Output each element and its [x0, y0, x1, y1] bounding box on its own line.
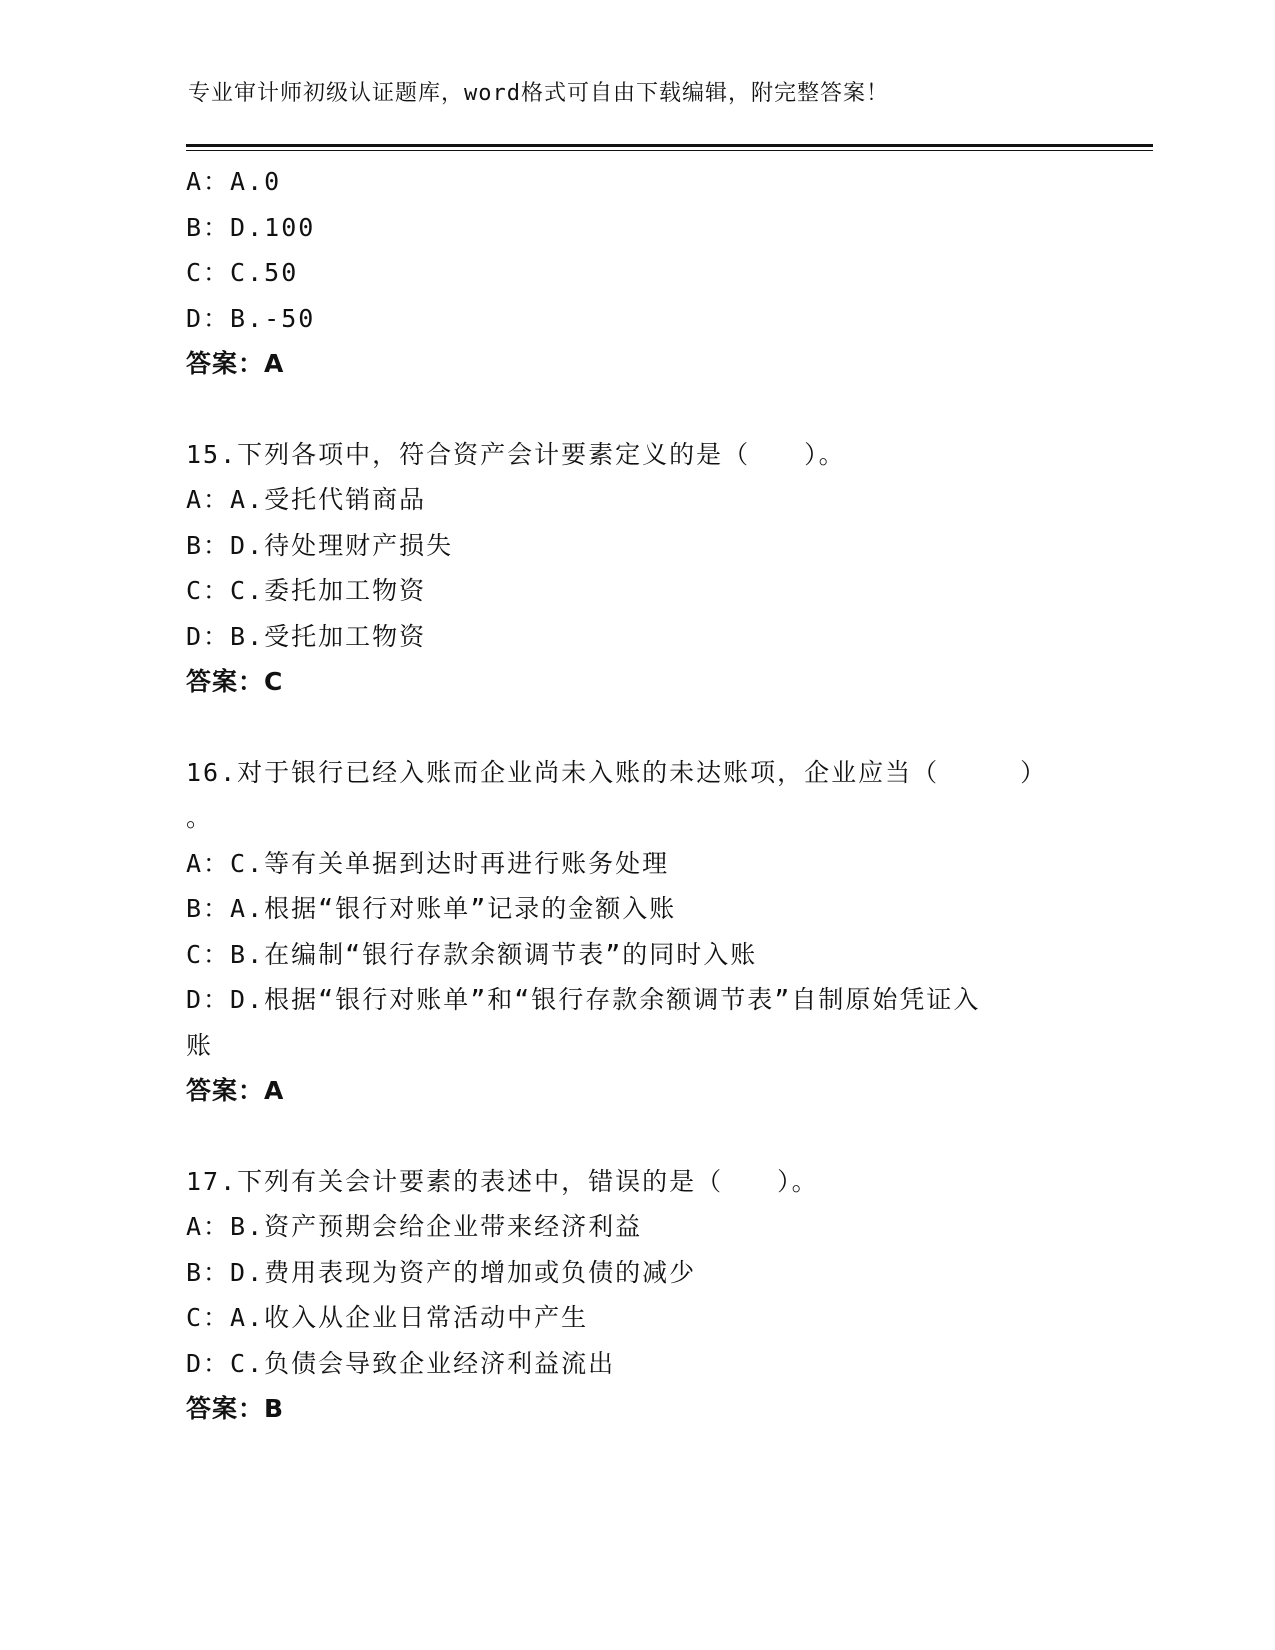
option-a: A：A.0: [186, 167, 282, 196]
option-d: D：B.-50: [186, 303, 316, 333]
header-rule-thin: [186, 150, 1153, 151]
question-15: [186, 432, 1086, 705]
option-c: C：B.在编制“银行存款余额调节表”的同时入账: [186, 939, 758, 969]
question-stem: 17.下列有关会计要素的表述中，错误的是（ ）。: [186, 1166, 819, 1196]
option-a: A：A.受托代销商品: [186, 485, 427, 514]
question-16: [186, 750, 1086, 1114]
option-d-continued: 账: [186, 1030, 214, 1060]
option-b: B：D.100: [186, 212, 316, 242]
answer: 答案：A: [186, 349, 285, 378]
answer: 答案：B: [186, 1394, 285, 1423]
question-content: [186, 159, 1086, 1432]
header-rule-thick: [186, 144, 1153, 147]
spacer: [186, 705, 1086, 750]
document-header: 专业审计师初级认证题库，word格式可自由下载编辑，附完整答案！: [188, 81, 889, 106]
option-b: B：D.费用表现为资产的增加或负债的减少: [186, 1257, 697, 1287]
question-stem-continued: 。: [186, 803, 214, 832]
option-d: D：B.受托加工物资: [186, 621, 427, 651]
question-stem: 15.下列各项中，符合资产会计要素定义的是（ ）。: [186, 439, 846, 469]
spacer: [186, 1114, 1086, 1159]
answer: 答案：C: [186, 667, 284, 696]
option-c: C：A.收入从企业日常活动中产生: [186, 1303, 589, 1332]
option-d: D：C.负债会导致企业经济利益流出: [186, 1348, 616, 1378]
option-c: C：C.委托加工物资: [186, 576, 427, 605]
option-a: A：C.等有关单据到达时再进行账务处理: [186, 848, 670, 878]
option-c: C：C.50: [186, 258, 299, 287]
option-a: A：B.资产预期会给企业带来经济利益: [186, 1212, 643, 1241]
option-b: B：A.根据“银行对账单”记录的金额入账: [186, 894, 677, 923]
question-stem: 16.对于银行已经入账而企业尚未入账的未达账项，企业应当（ ）: [186, 757, 1048, 787]
answer: 答案：A: [186, 1076, 285, 1105]
question-17: [186, 1159, 1086, 1432]
previous-question-options: [186, 159, 1086, 387]
option-d: D：D.根据“银行对账单”和“银行存款余额调节表”自制原始凭证入: [186, 985, 981, 1014]
spacer: [186, 387, 1086, 432]
option-b: B：D.待处理财产损失: [186, 530, 454, 560]
